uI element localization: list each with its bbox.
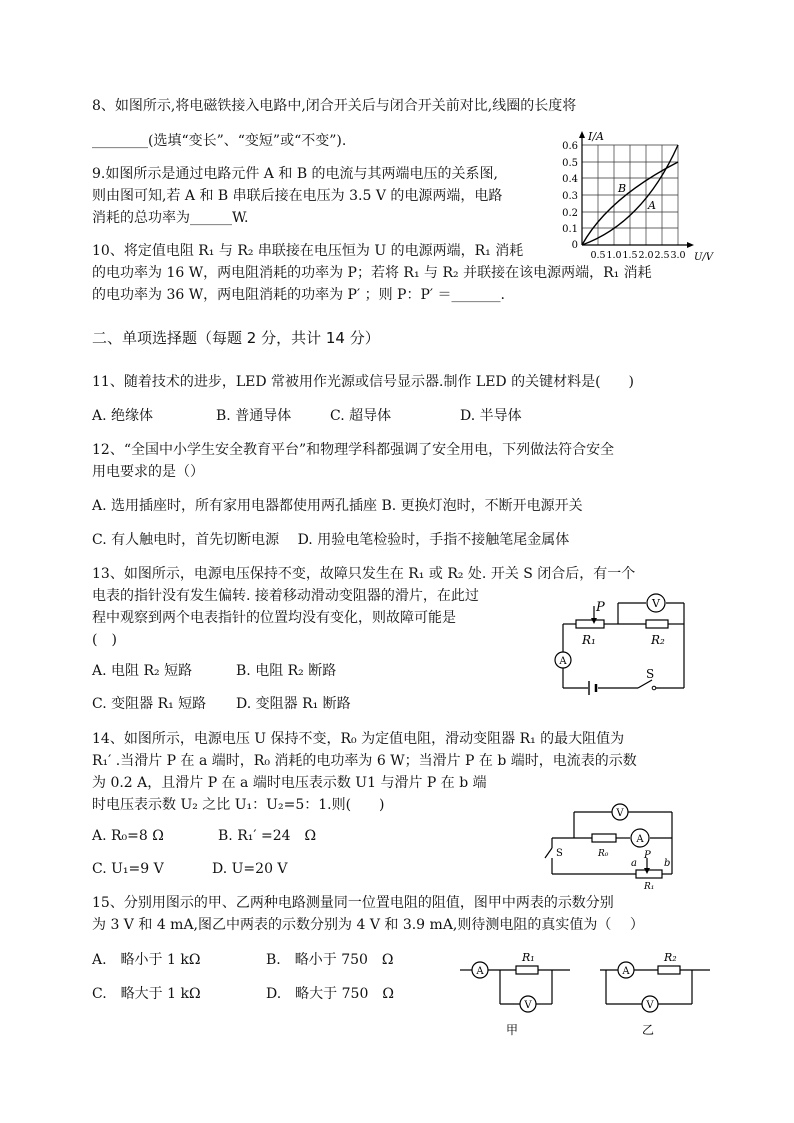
q15-option-d: D. 略大于 750 Ω — [266, 986, 394, 1002]
y-tick: 0.2 — [562, 208, 578, 219]
q15-option-a: A. 略小于 1 kΩ — [92, 952, 201, 968]
q15-option-b: B. 略小于 750 Ω — [266, 952, 394, 968]
y-tick: 0 — [571, 240, 578, 251]
q8-line2: ________(选填“变长”、“变短”或“不变”). — [92, 133, 347, 149]
svg-text:P: P — [596, 600, 605, 615]
q13-line2: 电表的指针没有发生偏转. 接着移动滑动变阻器的滑片，在此过 — [92, 588, 479, 604]
resistor-r2 — [658, 966, 680, 974]
q14-circuit — [532, 796, 698, 891]
svg-text:S: S — [556, 848, 563, 859]
q9-line1: 9.如图所示是通过电路元件 A 和 B 的电流与其两端电压的关系图, — [92, 166, 499, 182]
q15-option-c: C. 略大于 1 kΩ — [92, 986, 201, 1002]
q15-line1: 15、分别用图示的甲、乙两种电路测量同一位置电阻的阻值，图甲中两表的示数分别 — [92, 895, 614, 911]
label-yi: 乙 — [642, 1023, 655, 1037]
y-tick: 0.6 — [562, 141, 578, 152]
svg-text:A: A — [622, 966, 630, 977]
iu-graph — [548, 128, 714, 268]
svg-text:P: P — [644, 850, 651, 861]
q9-line3: 消耗的总功率为______W. — [92, 210, 249, 226]
svg-text:R₁: R₁ — [644, 882, 655, 891]
svg-text:R₁: R₁ — [522, 951, 535, 964]
svg-text:A: A — [559, 656, 567, 667]
section-title: 二、单项选择题（每题 2 分，共计 14 分） — [92, 329, 380, 347]
y-tick: 0.1 — [562, 224, 578, 235]
svg-text:R₂: R₂ — [664, 951, 677, 964]
x-tick: 1.0 — [606, 250, 622, 261]
q12-options-row2: C. 有人触电时，首先切断电源 D. 用验电笔检验时，手指不接触笔尾金属体 — [92, 532, 570, 548]
svg-text:A: A — [636, 834, 644, 845]
q13-circuit — [548, 588, 698, 696]
q14-option-d: D. U=20 V — [212, 861, 288, 877]
q14-option-c: C. U₁=9 V — [92, 861, 164, 877]
y-axis-arrow-icon — [579, 131, 585, 138]
svg-text:a: a — [631, 858, 637, 869]
q13-line3: 程中观察到两个电表指针的位置均没有变化，则故障可能是 — [92, 610, 456, 626]
q10-line2: 的电功率为 16 W，两电阻消耗的功率为 P；若将 R₁ 与 R₂ 并联接在该电源两端，R₁ 消耗 — [92, 265, 652, 281]
curve-a-label: A — [648, 199, 656, 212]
switch-icon — [638, 680, 652, 688]
y-tick: 0.3 — [562, 191, 578, 202]
y-tick-labels — [562, 141, 578, 251]
svg-text:V: V — [616, 808, 624, 819]
x-tick: 1.5 — [622, 250, 638, 261]
q9-line2: 则由图可知,若 A 和 B 串联后接在电压为 3.5 V 的电源两端，电路 — [92, 188, 503, 204]
svg-text:V: V — [646, 1000, 654, 1011]
resistor-r2 — [646, 620, 668, 628]
resistor-r0 — [592, 834, 616, 842]
q13-option-b: B. 电阻 R₂ 断路 — [236, 663, 337, 679]
svg-text:R₁: R₁ — [582, 633, 596, 647]
q8-line1: 8、如图所示,将电磁铁接入电路中,闭合开关后与闭合开关前对比,线圈的长度将 — [92, 98, 577, 114]
q14-line1: 14、如图所示，电源电压 U 保持不变，R₀ 为定值电阻，滑动变阻器 R₁ 的最大阻值为 — [92, 731, 625, 747]
y-tick: 0.5 — [562, 158, 578, 169]
q10-line3: 的电功率为 36 W，两电阻消耗的功率为 P′ ；则 P：P′ ＝_______. — [92, 287, 505, 303]
switch-icon — [545, 848, 552, 858]
x-tick: 0.5 — [590, 250, 606, 261]
q13-option-d: D. 变阻器 R₁ 断路 — [236, 696, 351, 712]
graph-grid — [582, 145, 678, 245]
q14-line2: R₁′ .当滑片 P 在 a 端时，R₀ 消耗的电功率为 6 W；当滑片 P 在 b 端时，电流表的示数 — [92, 753, 637, 769]
q11-option-b: B. 普通导体 — [216, 408, 292, 424]
q14-line4: 时电压表示数 U₂ 之比 U₁：U₂=5：1.则( ) — [92, 797, 385, 813]
q10-line1: 10、将定值电阻 R₁ 与 R₂ 串联接在电压恒为 U 的电源两端，R₁ 消耗 — [92, 243, 524, 259]
q13-line1: 13、如图所示，电源电压保持不变，故障只发生在 R₁ 或 R₂ 处. 开关 S 闭合后，有一个 — [92, 566, 636, 582]
svg-text:V: V — [524, 1000, 532, 1011]
x-tick: 3.0 — [670, 250, 686, 261]
svg-text:b: b — [664, 858, 671, 869]
y-tick: 0.4 — [562, 174, 578, 185]
svg-text:R₀: R₀ — [598, 849, 609, 859]
curve-b-label: B — [618, 182, 627, 195]
x-axis-arrow-icon — [687, 242, 694, 248]
q11-option-a: A. 绝缘体 — [92, 408, 154, 424]
y-axis-label: I/A — [588, 130, 604, 143]
q11-stem: 11、随着技术的进步，LED 常被用作光源或信号显示器.制作 LED 的关键材料是( ) — [92, 374, 635, 390]
q12-line2: 用电要求的是（） — [92, 464, 204, 480]
q11-option-c: C. 超导体 — [330, 408, 392, 424]
label-jia: 甲 — [506, 1023, 519, 1037]
q14-option-a: A. R₀=8 Ω — [92, 828, 164, 844]
q14-option-b: B. R₁′ =24 Ω — [218, 828, 317, 844]
q14-line3: 为 0.2 A，且滑片 P 在 a 端时电压表示数 U1 与滑片 P 在 b 端 — [92, 775, 487, 791]
q13-option-c: C. 变阻器 R₁ 短路 — [92, 696, 207, 712]
q12-line1: 12、“全国中小学生安全教育平台”和物理学科都强调了安全用电，下列做法符合安全 — [92, 442, 615, 458]
x-axis-label: U/V — [694, 252, 714, 263]
rheostat-r1 — [636, 870, 662, 878]
svg-text:A: A — [476, 966, 484, 977]
q13-line4: ( ) — [92, 632, 117, 648]
rheostat-r1 — [576, 620, 604, 628]
svg-text:V: V — [652, 597, 660, 610]
x-tick: 2.0 — [638, 250, 654, 261]
svg-text:R₂: R₂ — [651, 633, 665, 647]
q12-options-row1: A. 选用插座时，所有家用电器都使用两孔插座 B. 更换灯泡时，不断开电源开关 — [92, 498, 583, 514]
resistor-r1 — [516, 966, 538, 974]
q15-circuit-yi — [596, 948, 716, 1040]
q11-option-d: D. 半导体 — [460, 408, 522, 424]
x-tick: 2.5 — [654, 250, 670, 261]
q15-line2: 为 3 V 和 4 mA,图乙中两表的示数分别为 4 V 和 3.9 mA,则待测电阻的真实值为（ ） — [92, 917, 644, 933]
q15-circuit-jia — [456, 948, 576, 1040]
svg-text:S: S — [646, 667, 655, 681]
x-tick-labels — [590, 250, 685, 261]
q13-option-a: A. 电阻 R₂ 短路 — [92, 663, 193, 679]
